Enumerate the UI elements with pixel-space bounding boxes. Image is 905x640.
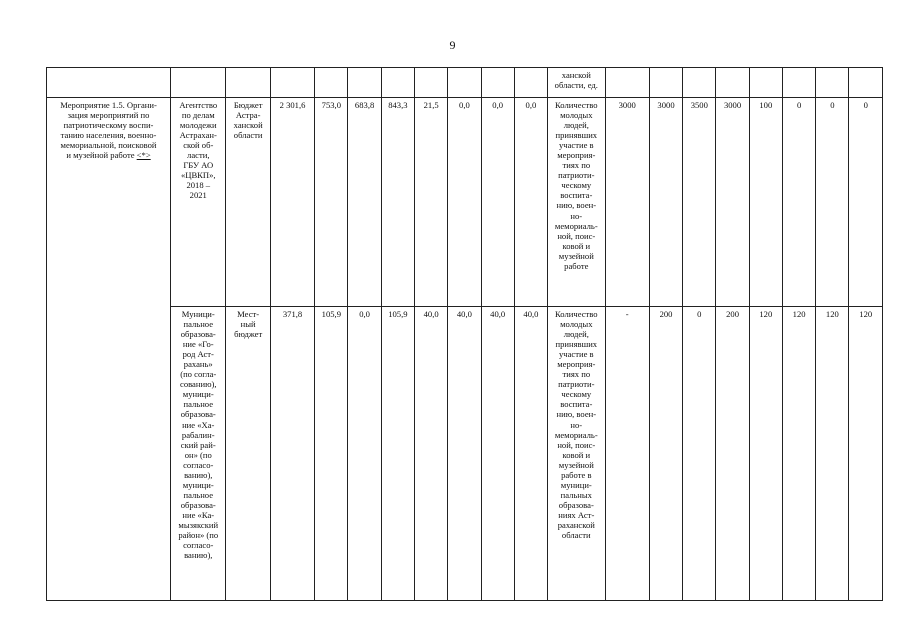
indicator-cell: Количество молодых людей, принявших участие в мероприя- тиях по патриоти- ческому воспита- нию, воен- но- мемориаль- ной, поис- ковой и музейной работе: [548, 98, 605, 307]
amount-cell: 40,0: [415, 307, 448, 601]
amount-cell: 371,8: [270, 307, 314, 601]
amount-cell: [415, 68, 448, 98]
amount-cell: 0,0: [481, 98, 514, 307]
value-cell: [749, 68, 782, 98]
value-cell: 0: [683, 307, 716, 601]
value-cell: 100: [749, 98, 782, 307]
amount-cell: 40,0: [448, 307, 481, 601]
executor-cell: Агентство по делам молодежи Астрахан- ской об- ласти, ГБУ АО «ЦВКП», 2018 – 2021: [171, 98, 226, 307]
amount-cell: 843,3: [381, 98, 414, 307]
amount-cell: 105,9: [381, 307, 414, 601]
amount-cell: [348, 68, 381, 98]
value-cell: [683, 68, 716, 98]
value-cell: 0: [816, 98, 849, 307]
value-cell: 3500: [683, 98, 716, 307]
source-cell: [226, 68, 270, 98]
amount-cell: 21,5: [415, 98, 448, 307]
amount-cell: [381, 68, 414, 98]
amount-cell: [448, 68, 481, 98]
continuation-row: [47, 68, 883, 98]
source-cell: Мест- ный бюджет: [226, 307, 270, 601]
table-row: [47, 307, 883, 601]
value-cell: 200: [716, 307, 749, 601]
amount-cell: 40,0: [481, 307, 514, 601]
program-table: [46, 67, 883, 601]
value-cell: 0: [849, 98, 883, 307]
value-cell: [649, 68, 682, 98]
value-cell: 120: [782, 307, 815, 601]
value-cell: [605, 68, 649, 98]
amount-cell: 0,0: [348, 307, 381, 601]
amount-cell: [270, 68, 314, 98]
amount-cell: [514, 68, 547, 98]
value-cell: 120: [749, 307, 782, 601]
page-number: 9: [449, 38, 456, 52]
indicator-cell: Количество молодых людей, принявших участие в мероприя- тиях по патриоти- ческому воспита- нию, воен- но- мемориаль- ной, поис- ковой и музейной работе в муници- пальных образова- ниях Аст- раханской области: [548, 307, 605, 601]
indicator-cell: ханской области, ед.: [548, 68, 605, 98]
value-cell: 200: [649, 307, 682, 601]
amount-cell: 683,8: [348, 98, 381, 307]
value-cell: 3000: [649, 98, 682, 307]
amount-cell: 105,9: [315, 307, 348, 601]
value-cell: 3000: [716, 98, 749, 307]
value-cell: -: [605, 307, 649, 601]
amount-cell: 2 301,6: [270, 98, 314, 307]
amount-cell: 753,0: [315, 98, 348, 307]
value-cell: 120: [816, 307, 849, 601]
value-cell: [716, 68, 749, 98]
value-cell: 120: [849, 307, 883, 601]
executor-cell: Муници- пальное образова- ние «Го- род Аст- рахань» (по согла- сованию), муници- пальное образова- ние «Ха- рабалин- ский рай- он» (по согласо- ванию), муници- пальное образова- ние «Ка- мызякский район» (по согласо- ванию),: [171, 307, 226, 601]
event-title: Мероприятие 1.5. Органи- зация мероприятий по патриотическому воспи- танию населения, военно- мемориальной, поисковой и музейной работе: [60, 100, 157, 161]
table-row: [47, 98, 883, 307]
event-cell: [47, 98, 171, 601]
amount-cell: [481, 68, 514, 98]
value-cell: [782, 68, 815, 98]
amount-cell: 40,0: [514, 307, 547, 601]
value-cell: 0: [782, 98, 815, 307]
source-cell: Бюджет Астра- ханской области: [226, 98, 270, 307]
event-cell: [47, 68, 171, 98]
amount-cell: 0,0: [448, 98, 481, 307]
value-cell: 3000: [605, 98, 649, 307]
value-cell: [849, 68, 883, 98]
executor-cell: [171, 68, 226, 98]
amount-cell: [315, 68, 348, 98]
footnote-mark: <*>: [136, 150, 151, 161]
amount-cell: 0,0: [514, 98, 547, 307]
value-cell: [816, 68, 849, 98]
